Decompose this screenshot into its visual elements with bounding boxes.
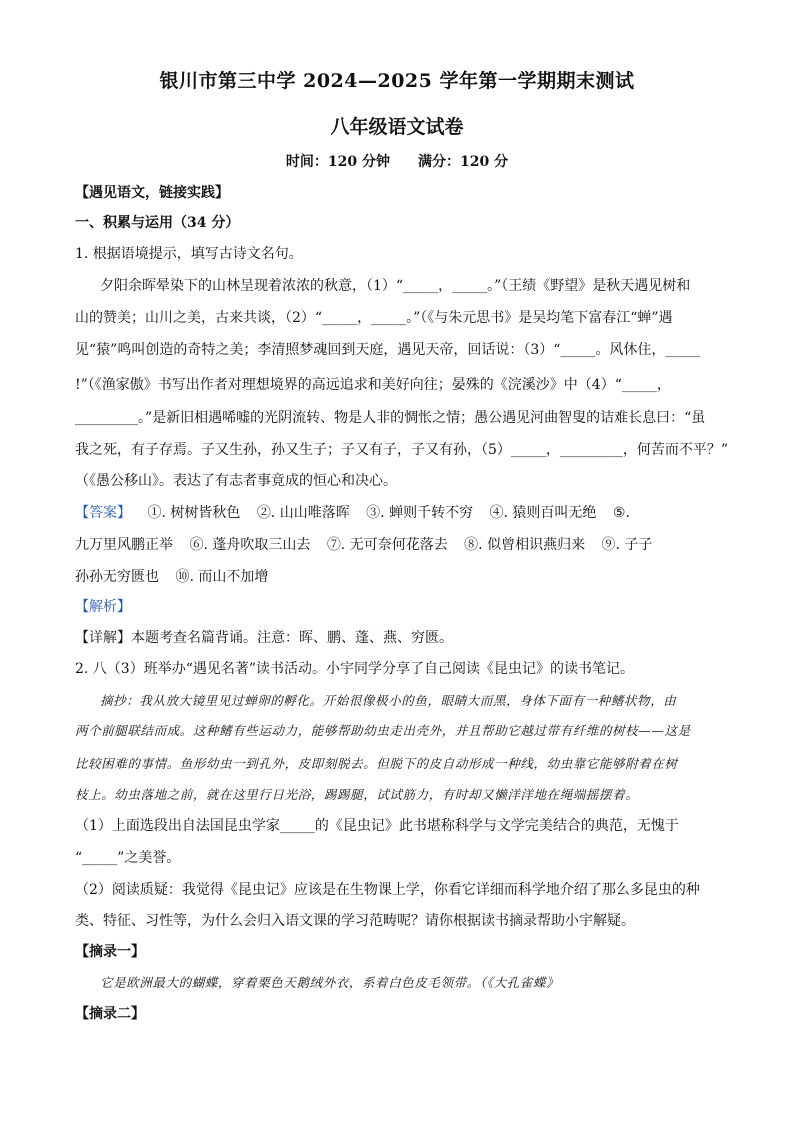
extract1-label: 【摘录一】 — [75, 944, 145, 960]
exam-meta: 时间：120 分钟 满分：120 分 — [285, 154, 509, 170]
excerpt-line: 两个前腿联结而成。这种鳍有些运动力，能够帮助幼虫走出壳外，并且帮助它越过带有纤维的树枝——这是 — [75, 723, 691, 738]
analysis-label: 【解析】 — [75, 599, 131, 615]
excerpt-line: 枝上。幼虫落地之前，就在这里行日光浴，踢踢腿，试试筋力，有时却又懒洋洋地在绳端摇摆着。 — [75, 787, 639, 802]
answer-item: ⑩. 而山不加增 — [175, 569, 269, 585]
excerpt-line: 摘抄：我从放大镜里见过蝉卵的孵化。开始很像极小的鱼，眼睛大而黑，身体下面有一种鳍状物，由 — [100, 693, 677, 708]
answer-item: ⑤. — [612, 505, 630, 521]
answers-row — [75, 567, 725, 587]
q1-text-line: 山的赞美；山川之美，古来共谈，（2）“_____，_____。”（《与朱元思书》是吴均笔下富春江“蝉”遇 — [75, 310, 673, 326]
section-heading: 【遇见语文，链接实践】 — [75, 185, 229, 201]
q2-sub1-line: “_____”之美誉。 — [75, 850, 181, 866]
answer-item: 孙孙无穷匮也 — [75, 569, 159, 585]
part1-heading: 一、积累与运用（34 分） — [75, 215, 240, 231]
q1-text-line: 夕阳余晖晕染下的山林呈现着浓浓的秋意，（1）“_____，_____。”（王绩《野望》是秋天遇见树和 — [100, 278, 691, 294]
answer-item: ①. 树树皆秋色 — [147, 505, 241, 521]
answer-item: ⑧. 似曾相识燕归来 — [464, 537, 586, 553]
q1-text-line: _________。”是新旧相遇唏嘘的光阴流转、物是人非的惆怅之情；愚公遇见河曲智叟的诘难长息曰：“虽 — [75, 410, 706, 426]
answer-item: ④. 猿则百叫无绝 — [489, 505, 597, 521]
answer-item: ⑥. 蓬舟吹取三山去 — [189, 537, 311, 553]
q1-text-line: !”（《渔家傲》书写出作者对理想境界的高远追求和美好向往；晏殊的《浣溪沙》中（4）“_____， — [75, 377, 671, 393]
answer-item: ②. 山山唯落晖 — [256, 505, 350, 521]
q1-text-line: 我之死，有子存焉。子又生孙，孙又生子；子又有子，子又有孙，（5）_____，_________，何苦而不平？” — [75, 442, 729, 458]
answer-item: ⑨. 子子 — [601, 537, 653, 553]
answer-label: 【答案】 — [75, 505, 131, 521]
q2-sub2-line: 类、特征、习性等，为什么会归入语文课的学习范畴呢？请你根据读书摘录帮助小宇解疑。 — [75, 913, 635, 929]
q2-sub2-line: （2）阅读质疑：我觉得《昆虫记》应该是在生物课上学，你看它详细而科学地介绍了那么多昆虫的种 — [75, 882, 700, 898]
excerpt-line: 比较困难的事情。鱼形幼虫一到孔外，皮即刻脱去。但脱下的皮自动形成一种线，幼虫靠它能够附着在树 — [75, 756, 678, 771]
q2-prompt: 2. 八（3）班举办“遇见名著”读书活动。小宇同学分享了自己阅读《昆虫记》的读书笔记。 — [75, 661, 635, 677]
q1-text-line: （《愚公移山》。表达了有志者事竟成的恒心和决心。 — [75, 473, 397, 489]
extract1-text: 它是欧洲最大的蝴蝶，穿着栗色天鹅绒外衣，系着白色皮毛领带。（《大孔雀蝶》 — [100, 975, 560, 990]
detail-text: 【详解】本题考查名篇背诵。注意：晖、鹏、蓬、燕、穷匮。 — [75, 630, 453, 646]
answer-item: 九万里风鹏正举 — [75, 537, 173, 553]
answers-row — [75, 535, 725, 555]
q2-sub1-line: （1）上面选段出自法国昆虫学家_____的《昆虫记》此书堪称科学与文学完美结合的典范，无愧于 — [75, 818, 679, 834]
exam-title: 银川市第三中学 2024—2025 学年第一学期期末测试 — [159, 70, 635, 92]
q1-prompt: 1. 根据语境提示，填写古诗文名句。 — [75, 246, 303, 262]
answers-row — [75, 503, 725, 523]
q1-text-line: 见“猿”鸣叫创造的奇特之美；李清照梦魂回到天庭，遇见天帝，回话说：（3）“_____。风休住，_____ — [75, 342, 701, 358]
answer-item: ③. 蝉则千转不穷 — [366, 505, 474, 521]
exam-subtitle: 八年级语文试卷 — [330, 116, 464, 138]
answer-item: ⑦. 无可奈何花落去 — [326, 537, 448, 553]
extract2-label: 【摘录二】 — [75, 1006, 145, 1022]
